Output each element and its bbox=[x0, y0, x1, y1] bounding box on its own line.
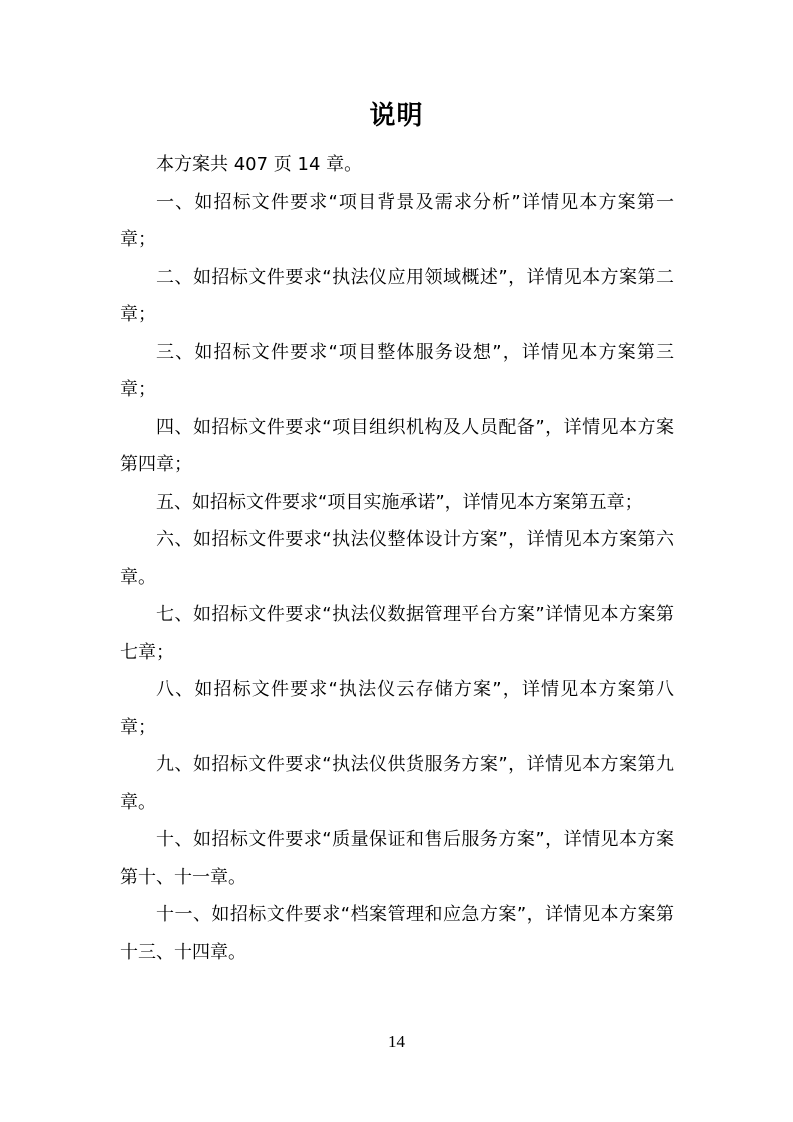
paragraph-item-6: 六、如招标文件要求“执法仪整体设计方案”，详情见本方案第六章。 bbox=[120, 529, 674, 588]
page-number: 14 bbox=[388, 1032, 405, 1051]
paragraph-item-10: 十、如招标文件要求“质量保证和售后服务方案”，详情见本方案第十、十一章。 bbox=[120, 829, 674, 888]
page-title: 说明 bbox=[369, 101, 424, 131]
paragraph-item-9: 九、如招标文件要求“执法仪供货服务方案”，详情见本方案第九章。 bbox=[120, 754, 674, 813]
paragraph-item-11: 十一、如招标文件要求“档案管理和应急方案”，详情见本方案第十三、十四章。 bbox=[120, 904, 674, 963]
paragraph-item-1: 一、如招标文件要求“项目背景及需求分析”详情见本方案第一章； bbox=[120, 191, 674, 250]
paragraph-item-7: 七、如招标文件要求“执法仪数据管理平台方案”详情见本方案第七章； bbox=[120, 604, 674, 663]
paragraph-item-8: 八、如招标文件要求“执法仪云存储方案”，详情见本方案第八章； bbox=[120, 679, 674, 738]
document-body bbox=[120, 146, 674, 971]
paragraph-summary: 本方案共 407 页 14 章。 bbox=[156, 154, 363, 175]
paragraph-item-3: 三、如招标文件要求“项目整体服务设想”，详情见本方案第三章； bbox=[120, 341, 674, 400]
paragraph-item-4: 四、如招标文件要求“项目组织机构及人员配备”，详情见本方案第四章； bbox=[120, 416, 674, 475]
paragraph-item-5: 五、如招标文件要求“项目实施承诺”，详情见本方案第五章； bbox=[156, 491, 643, 513]
paragraph-item-2: 二、如招标文件要求“执法仪应用领域概述”，详情见本方案第二章； bbox=[120, 266, 674, 325]
